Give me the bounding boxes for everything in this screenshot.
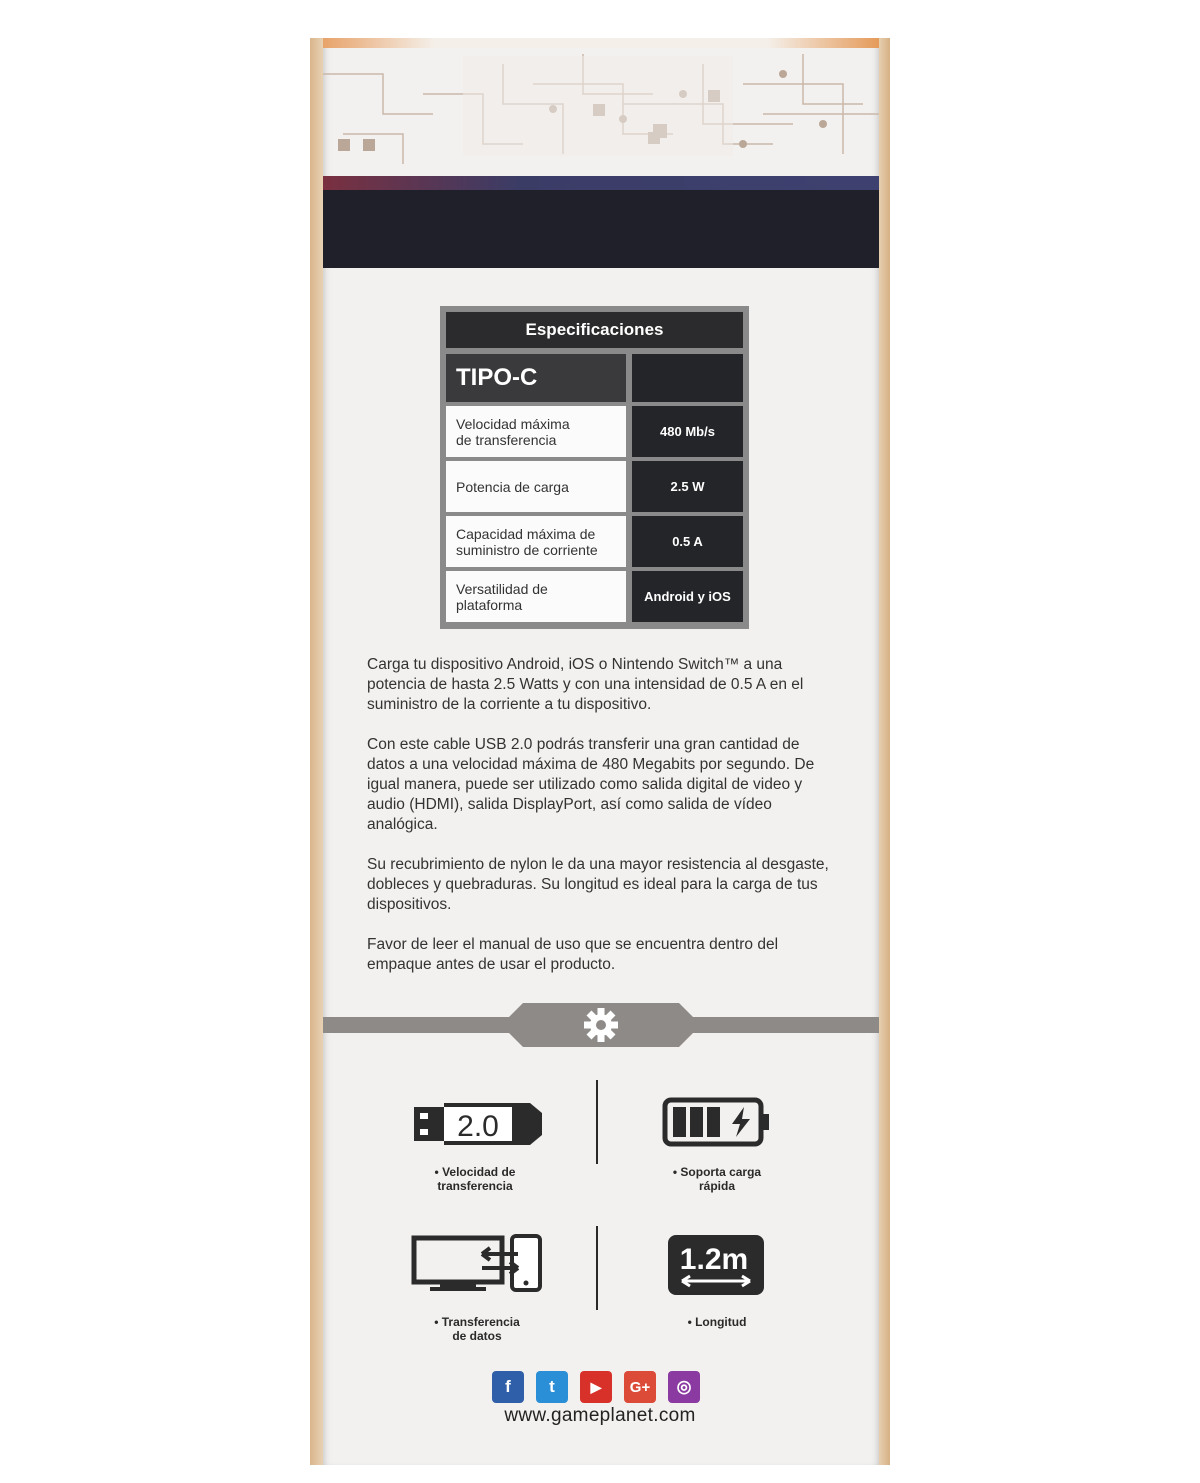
spec-table (440, 306, 749, 629)
spec-type: TIPO-C (446, 354, 626, 402)
spec-label-line: Velocidad máxima (456, 415, 570, 432)
spec-header: Especificaciones (446, 312, 743, 348)
spec-label-line: Capacidad máxima de (456, 525, 596, 542)
product-description (367, 655, 837, 995)
divider-line (596, 1080, 598, 1164)
feature-fast-charge (642, 1165, 792, 1193)
social-links (492, 1371, 704, 1403)
box-right-edge (878, 38, 890, 1465)
spec-row (446, 461, 743, 512)
spec-value: Android y iOS (632, 571, 743, 622)
spec-row (446, 571, 743, 622)
gear-icon (584, 1008, 618, 1042)
box-left-edge (310, 38, 324, 1465)
spec-label (446, 406, 626, 457)
circuit-pattern (323, 44, 879, 176)
spec-value: 480 Mb/s (632, 406, 743, 457)
spec-label (446, 571, 626, 622)
facebook-icon[interactable]: f (492, 1371, 524, 1403)
color-stripe (323, 176, 879, 190)
feature-label-line: • Longitud (687, 1315, 747, 1329)
spec-label (446, 461, 626, 512)
length-value-text: 1.2m (679, 1243, 749, 1276)
usb-2-icon (410, 1101, 546, 1147)
feature-label-line: rápida (698, 1179, 735, 1193)
spec-label-line: Potencia de carga (456, 478, 569, 495)
length-icon (666, 1233, 766, 1297)
feature-label-line: • Transferencia (434, 1315, 520, 1329)
gear-divider (323, 1001, 879, 1049)
spec-label-line: plataforma (456, 596, 523, 613)
instagram-icon[interactable]: ◎ (668, 1371, 700, 1403)
spec-label-line: Versatilidad de (456, 580, 548, 597)
divider-line (596, 1226, 598, 1310)
spec-type-blank (632, 354, 743, 402)
fast-charge-battery-icon (662, 1097, 772, 1147)
spec-value: 2.5 W (632, 461, 743, 512)
youtube-icon[interactable]: ▶ (580, 1371, 612, 1403)
feature-data-transfer (402, 1315, 552, 1343)
description-paragraph: Su recubrimiento de nylon le da una mayor resistencia al desgaste, dobleces y quebraduras. Su longitud es ideal para la carga de tus dispositivos. (367, 856, 829, 913)
feature-label-line: transferencia (437, 1179, 513, 1193)
spec-label (446, 516, 626, 567)
twitter-icon[interactable]: t (536, 1371, 568, 1403)
spec-label-line: de transferencia (456, 431, 557, 448)
data-transfer-icon (410, 1234, 548, 1294)
description-paragraph: Favor de leer el manual de uso que se encuentra dentro del empaque antes de usar el producto. (367, 936, 779, 973)
feature-length (642, 1315, 792, 1329)
spec-row (446, 406, 743, 457)
spec-row (446, 516, 743, 567)
spec-value: 0.5 A (632, 516, 743, 567)
google-plus-icon[interactable]: G+ (624, 1371, 656, 1403)
feature-usb (400, 1165, 550, 1193)
feature-label-line: • Velocidad de (434, 1165, 516, 1179)
description-paragraph: Carga tu dispositivo Android, iOS o Nintendo Switch™ a una potencia de hasta 2.5 Watts y con una intensidad de 0.5 A en el suministro de la corriente a tu dispositivo. (367, 656, 804, 713)
website-link[interactable]: www.gameplanet.com (504, 1405, 696, 1426)
usb-version-text: 2.0 (457, 1110, 499, 1143)
feature-label-line: • Soporta carga (672, 1165, 762, 1179)
spec-label-line: suministro de corriente (456, 541, 598, 558)
feature-label-line: de datos (452, 1329, 502, 1343)
description-paragraph: Con este cable USB 2.0 podrás transferir una gran cantidad de datos a una velocidad máxima de 480 Megabits por segundo. De igual manera, puede ser utilizado como salida digital de video y audio (HDMI), salida DisplayPort, así como salida de vídeo analógica. (367, 736, 815, 833)
